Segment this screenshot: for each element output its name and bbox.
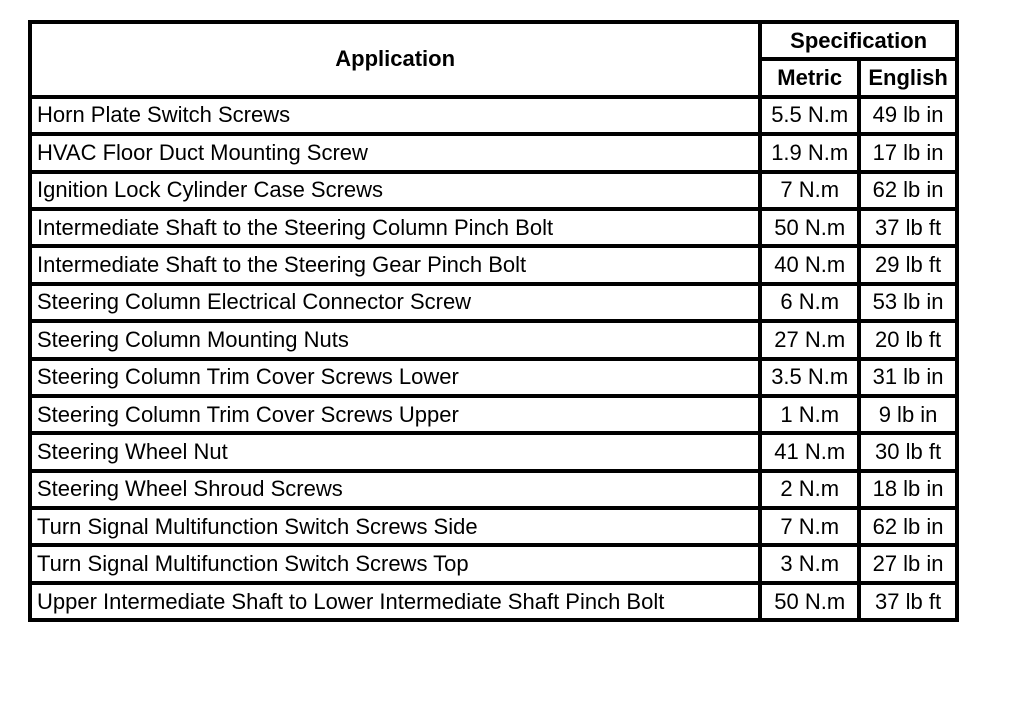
table-row — [30, 209, 957, 246]
english-value-cell: 30 lb ft — [859, 433, 957, 470]
english-value-cell: 53 lb in — [859, 284, 957, 321]
metric-value-cell: 27 N.m — [760, 321, 859, 358]
english-header: English — [859, 59, 957, 96]
table-row — [30, 508, 957, 545]
metric-value-cell: 2 N.m — [760, 471, 859, 508]
metric-value-cell: 1 N.m — [760, 396, 859, 433]
metric-value-cell: 50 N.m — [760, 583, 859, 620]
metric-value-cell: 6 N.m — [760, 284, 859, 321]
english-value-cell: 17 lb in — [859, 134, 957, 171]
application-cell: HVAC Floor Duct Mounting Screw — [30, 134, 760, 171]
english-value-cell: 20 lb ft — [859, 321, 957, 358]
metric-value-cell: 50 N.m — [760, 209, 859, 246]
english-value-cell: 49 lb in — [859, 97, 957, 134]
table-row — [30, 172, 957, 209]
english-value-cell: 62 lb in — [859, 508, 957, 545]
metric-value-cell: 1.9 N.m — [760, 134, 859, 171]
application-cell: Intermediate Shaft to the Steering Column Pinch Bolt — [30, 209, 760, 246]
english-value-cell: 18 lb in — [859, 471, 957, 508]
metric-value-cell: 7 N.m — [760, 172, 859, 209]
table-row — [30, 284, 957, 321]
metric-value-cell: 3 N.m — [760, 545, 859, 582]
table-body — [30, 97, 957, 620]
application-cell: Steering Column Trim Cover Screws Lower — [30, 359, 760, 396]
table-row — [30, 321, 957, 358]
application-cell: Steering Column Mounting Nuts — [30, 321, 760, 358]
application-cell: Steering Wheel Nut — [30, 433, 760, 470]
application-cell: Turn Signal Multifunction Switch Screws Top — [30, 545, 760, 582]
application-cell: Steering Column Electrical Connector Screw — [30, 284, 760, 321]
application-cell: Ignition Lock Cylinder Case Screws — [30, 172, 760, 209]
torque-specification-table — [28, 20, 959, 622]
application-cell: Turn Signal Multifunction Switch Screws Side — [30, 508, 760, 545]
application-cell: Steering Column Trim Cover Screws Upper — [30, 396, 760, 433]
table-header — [30, 22, 957, 97]
table-row — [30, 471, 957, 508]
application-cell: Intermediate Shaft to the Steering Gear Pinch Bolt — [30, 246, 760, 283]
table-row — [30, 134, 957, 171]
application-header: Application — [30, 22, 760, 97]
english-value-cell: 37 lb ft — [859, 583, 957, 620]
table-row — [30, 433, 957, 470]
header-row-top — [30, 22, 957, 59]
english-value-cell: 37 lb ft — [859, 209, 957, 246]
english-value-cell: 9 lb in — [859, 396, 957, 433]
metric-value-cell: 41 N.m — [760, 433, 859, 470]
metric-value-cell: 7 N.m — [760, 508, 859, 545]
table-row — [30, 583, 957, 620]
table-row — [30, 359, 957, 396]
english-value-cell: 62 lb in — [859, 172, 957, 209]
table-row — [30, 246, 957, 283]
specification-header: Specification — [760, 22, 957, 59]
metric-value-cell: 3.5 N.m — [760, 359, 859, 396]
english-value-cell: 27 lb in — [859, 545, 957, 582]
metric-header: Metric — [760, 59, 859, 96]
table-row — [30, 97, 957, 134]
english-value-cell: 31 lb in — [859, 359, 957, 396]
english-value-cell: 29 lb ft — [859, 246, 957, 283]
application-cell: Steering Wheel Shroud Screws — [30, 471, 760, 508]
metric-value-cell: 40 N.m — [760, 246, 859, 283]
application-cell: Horn Plate Switch Screws — [30, 97, 760, 134]
table-row — [30, 396, 957, 433]
table-row — [30, 545, 957, 582]
metric-value-cell: 5.5 N.m — [760, 97, 859, 134]
application-cell: Upper Intermediate Shaft to Lower Intermediate Shaft Pinch Bolt — [30, 583, 760, 620]
